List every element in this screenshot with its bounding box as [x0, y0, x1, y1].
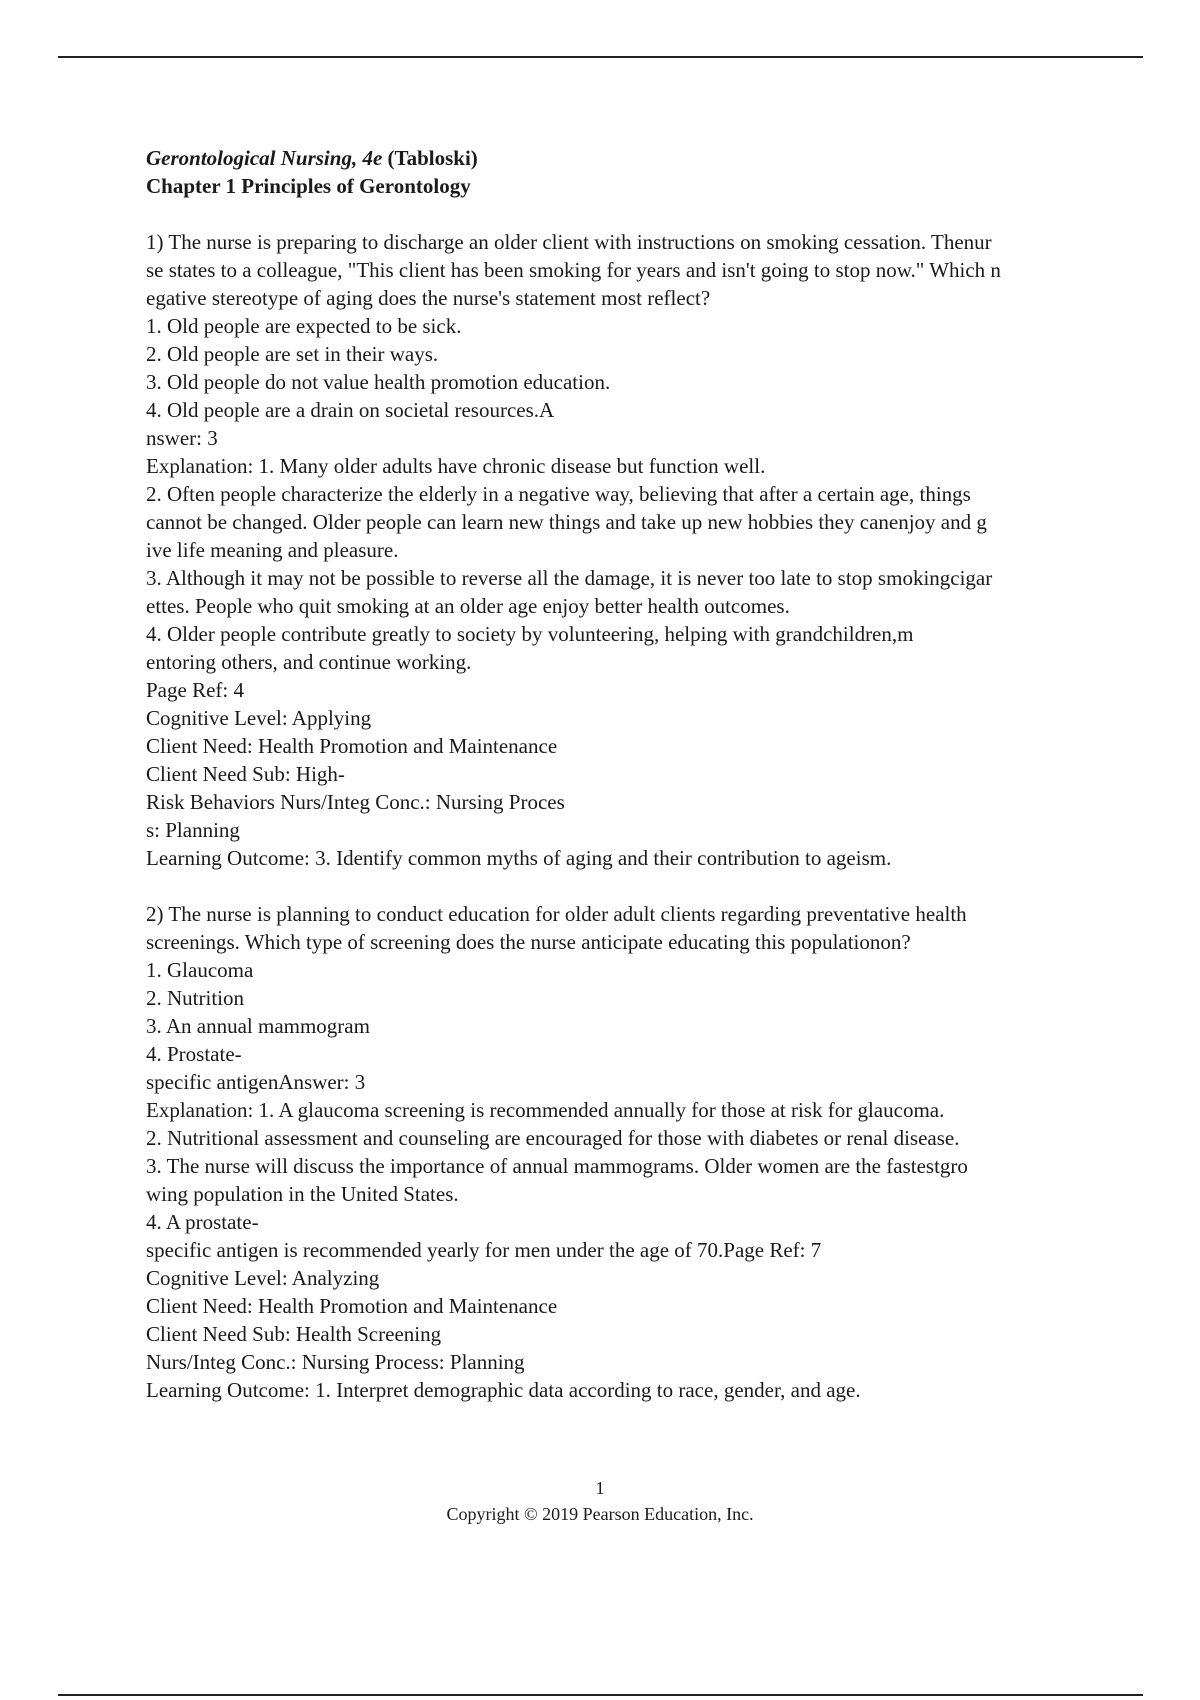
text-line: s: Planning [146, 818, 240, 842]
text-line: cannot be changed. Older people can learn new things and take up new hobbies they canenjoy and g [146, 510, 987, 534]
text-line: 1. Old people are expected to be sick. [146, 314, 462, 338]
text-line: specific antigenAnswer: 3 [146, 1070, 366, 1094]
text-line: 3. Old people do not value health promotion education. [146, 370, 611, 394]
text-line: 4. Older people contribute greatly to society by volunteering, helping with grandchildren,m [146, 622, 914, 646]
text-line: 2) The nurse is planning to conduct education for older adult clients regarding preventative health [146, 902, 967, 926]
text-line: Cognitive Level: Applying [146, 706, 372, 730]
text-line: Explanation: 1. A glaucoma screening is recommended annually for those at risk for glaucoma. [146, 1098, 945, 1122]
text-line: ive life meaning and pleasure. [146, 538, 399, 562]
text-line: Cognitive Level: Analyzing [146, 1266, 380, 1290]
book-title-line [146, 144, 1086, 172]
text-line: 2. Old people are set in their ways. [146, 342, 439, 366]
book-title: Gerontological Nursing, 4e [146, 146, 383, 170]
text-line: Explanation: 1. Many older adults have chronic disease but function well. [146, 454, 766, 478]
text-line: Client Need: Health Promotion and Maintenance [146, 734, 558, 758]
text-line: 4. Old people are a drain on societal resources.A [146, 398, 555, 422]
page-number: 1 [595, 1478, 605, 1498]
top-rule [58, 56, 1143, 58]
text-line: 3. The nurse will discuss the importance of annual mammograms. Older women are the fastestgro [146, 1154, 968, 1178]
text-line: 1) The nurse is preparing to discharge an older client with instructions on smoking cessation. Thenur [146, 230, 992, 254]
text-line: 1. Glaucoma [146, 958, 254, 982]
text-line: screenings. Which type of screening does the nurse anticipate educating this populationon? [146, 930, 911, 954]
text-line: 2. Often people characterize the elderly in a negative way, believing that after a certain age, things [146, 482, 971, 506]
text-line: entoring others, and continue working. [146, 650, 472, 674]
text-line: Risk Behaviors Nurs/Integ Conc.: Nursing Proces [146, 790, 565, 814]
text-line: Client Need: Health Promotion and Maintenance [146, 1294, 558, 1318]
text-line: 2. Nutrition [146, 986, 244, 1010]
page-content [146, 144, 1086, 1404]
text-line: 2. Nutritional assessment and counseling are encouraged for those with diabetes or renal disease. [146, 1126, 960, 1150]
text-line: 3. Although it may not be possible to reverse all the damage, it is never too late to stop smokingcigar [146, 566, 993, 590]
spacer [146, 200, 1086, 228]
text-line: wing population in the United States. [146, 1182, 459, 1206]
text-line: 3. An annual mammogram [146, 1014, 370, 1038]
text-line: Nurs/Integ Conc.: Nursing Process: Planning [146, 1350, 525, 1374]
text-line: Page Ref: 4 [146, 678, 244, 702]
text-line: 4. Prostate- [146, 1042, 242, 1066]
copyright-notice: Copyright © 2019 Pearson Education, Inc. [446, 1504, 754, 1524]
text-line: se states to a colleague, "This client has been smoking for years and isn't going to stop now." Which n [146, 258, 1001, 282]
text-line: 4. A prostate- [146, 1210, 259, 1234]
text-line: egative stereotype of aging does the nurse's statement most reflect? [146, 286, 711, 310]
text-line: Client Need Sub: Health Screening [146, 1322, 442, 1346]
text-line: ettes. People who quit smoking at an older age enjoy better health outcomes. [146, 594, 790, 618]
text-line: Client Need Sub: High- [146, 762, 345, 786]
book-author: (Tabloski) [387, 146, 478, 170]
question-2 [146, 900, 1086, 1404]
bottom-rule [58, 1694, 1143, 1696]
text-line: specific antigen is recommended yearly for men under the age of 70.Page Ref: 7 [146, 1238, 822, 1262]
text-line: Learning Outcome: 1. Interpret demographic data according to race, gender, and age. [146, 1378, 861, 1402]
text-line: Learning Outcome: 3. Identify common myths of aging and their contribution to ageism. [146, 846, 892, 870]
text-line: nswer: 3 [146, 426, 218, 450]
question-1 [146, 228, 1086, 872]
chapter-title: Chapter 1 Principles of Gerontology [146, 174, 471, 198]
spacer [146, 872, 1086, 900]
